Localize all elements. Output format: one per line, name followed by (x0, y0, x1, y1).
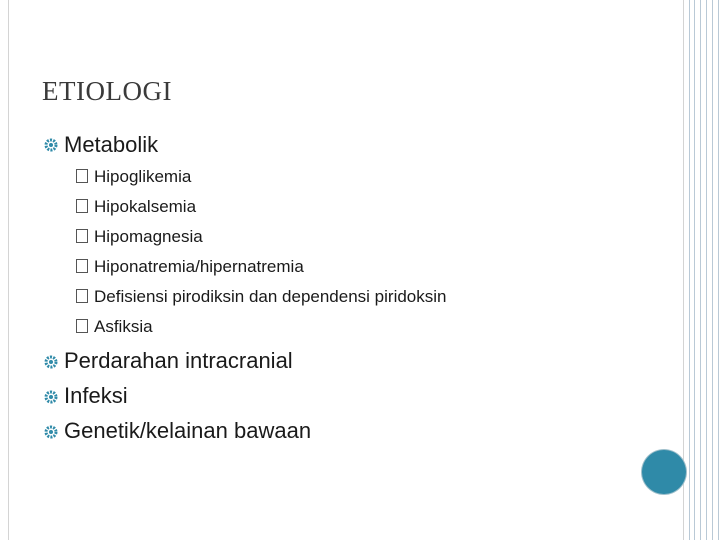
list-item-genetik: Genetik/kelainan bawaan (64, 418, 312, 443)
gear-icon (44, 390, 58, 404)
list-item-metabolik: Metabolik (64, 132, 159, 157)
sub-list-item: Hiponatremia/hipernatremia (76, 257, 304, 277)
square-box-icon (76, 229, 88, 243)
slide-title: ETIOLOGI (42, 76, 172, 106)
square-box-icon (76, 289, 88, 303)
square-box-icon (76, 259, 88, 273)
list-item-infeksi: Infeksi (64, 383, 128, 408)
gear-icon (44, 138, 58, 152)
list-item-perdarahan: Perdarahan intracranial (64, 348, 293, 373)
gear-icon (44, 355, 58, 369)
sub-list-item: Hipoglikemia (76, 167, 191, 187)
sub-list-item: Hipomagnesia (76, 227, 203, 247)
square-box-icon (76, 169, 88, 183)
sub-list-item: Hipokalsemia (76, 197, 196, 217)
square-box-icon (76, 319, 88, 333)
decorative-circle (642, 450, 686, 494)
square-box-icon (76, 199, 88, 213)
sub-list-item: Defisiensi pirodiksin dan dependensi piridoksin (76, 287, 446, 307)
gear-icon (44, 425, 58, 439)
sub-list-item: Asfiksia (76, 317, 153, 337)
decorative-stripes (689, 0, 720, 540)
